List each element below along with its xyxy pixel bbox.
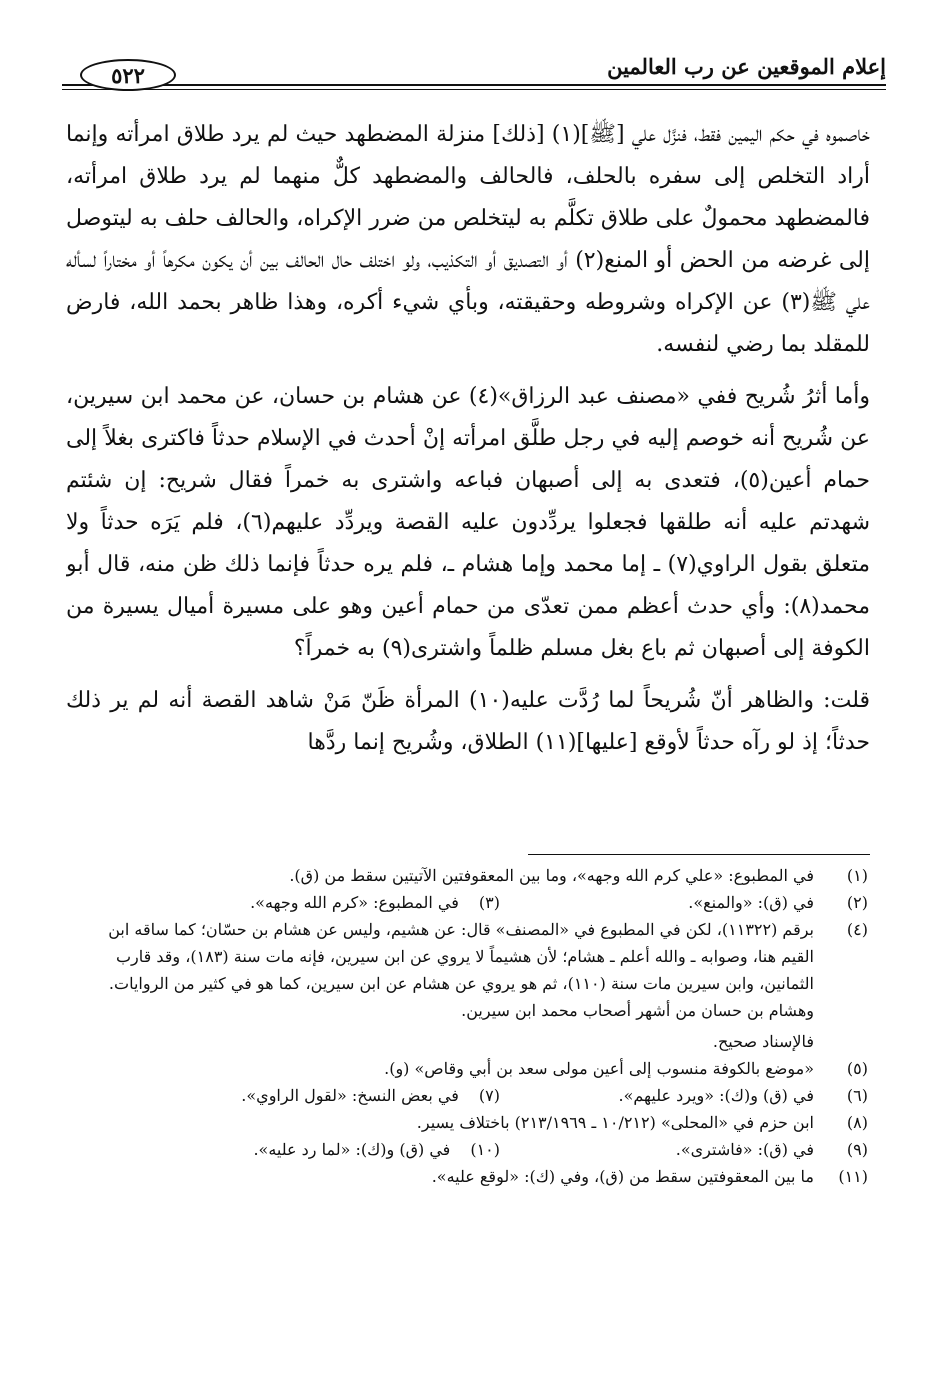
footnote-separator — [528, 854, 870, 855]
footnote-text: في بعض النسخ: «لقول الراوي». — [241, 1086, 459, 1105]
footnote-number: (٦) — [846, 1086, 868, 1105]
footnote-text: في المطبوع: «علي كرم الله وجهه»، وما بين المعقوفتين الآتيتين سقط من (ق). — [289, 866, 814, 885]
footnote-number: (٩) — [846, 1140, 868, 1159]
footnote-number: (٣) — [478, 893, 500, 912]
footnote-8 — [92, 1109, 868, 1136]
paired-footnote — [92, 1082, 500, 1109]
footnote-number: (١١) — [838, 1167, 868, 1186]
main-paragraph: قلت: والظاهر أنّ شُريحاً لما رُدَّت عليه(١٠) المرأة ظَنّ مَنْ شاهد القصة أنه لم ير ذلك حدثاً؛ إذ لو رآه حدثاً لأوقع [عليها](١١) الطلاق، وشُريح إنما ردَّها — [66, 688, 870, 755]
footnote-9-10 — [92, 1136, 868, 1163]
footnote-text: في (ق) و(ك): «ويرد عليهم». — [618, 1086, 814, 1105]
paired-footnote — [92, 889, 500, 916]
footnote-number: (١٠) — [470, 1140, 500, 1159]
footnote-text: في المطبوع: «كرم الله وجهه». — [250, 893, 459, 912]
page-number: ٥٢٢ — [111, 62, 145, 88]
main-paragraph: وأما أثرُ شُريح ففي «مصنف عبد الرزاق»(٤) عن هشام بن حسان، عن محمد ابن سيرين، عن شُريح أنه خوصم إليه في رجل طلَّق امرأته إنْ أحدث في الإسلام حدثاً فاكترى بغلاً إلى حمام أعين(٥)، فتعدى به إلى أصبهان فباعه واشترى به خمراً فقال شريح: إن شئتم شهدتم عليه أنه طلقها فجعلوا يردِّدون عليه القصة ويردِّد عليهم(٦)، فلم يَرَه حدثاً ولا متعلق بقول الراوي(٧) ـ إما محمد وإما هشام ـ، فلم يره حدثاً فإنما ذلك ظن منه، قال أبو محمد(٨): وأي حدث أعظم ممن تعدّى من حمام أعين وهو على مسيرة أميال يسيرة من الكوفة إلى أصبهان ثم باع بغل مسلم ظلماً واشترى(٩) به خمراً؟ — [66, 384, 870, 661]
footnote-1 — [92, 862, 868, 889]
footnote-pair — [92, 889, 814, 916]
footnote-number: (٧) — [478, 1086, 500, 1105]
footnotes — [92, 862, 868, 1322]
footnote-text: ما بين المعقوفتين سقط من (ق)، وفي (ك): «لوقع عليه». — [431, 1167, 814, 1186]
footnote-extra-line: فالإسناد صحيح. — [712, 1032, 814, 1051]
main-paragraph: خاصموه في حكم اليمين فقط، فنزَّل علي [ﷺ](١) [ذلك] منزلة المضطهد حيث لم يرد طلاق امرأته وإنما أراد التخلص إلى سفره بالحلف، فالحالف والمضطهد كلٌّ منهما لم يرد طلاق امرأته، فالمضطهد محمولٌ على طلاق تكلَّم به ليتخلص من ضرر الإكراه، والحالف حلف به ليتوصل إلى غرضه من الحض أو المنع(٢) أو التصديق أو التكذيب، ولو اختلف حال الحالف بين أن يكون مكرهاً أو مختاراً لسأله علي ﷺ(٣) عن الإكراه وشروطه وحقيقته، وبأي شيء أكره، وهذا ظاهر بحمد الله، فارض للمقلد بما رضي لنفسه. — [66, 122, 870, 357]
footnote-pair — [92, 1082, 814, 1109]
page-number-oval — [80, 59, 176, 91]
footnote-pair — [92, 1136, 814, 1163]
footnote-4 — [92, 916, 868, 1024]
book-title: إعلام الموقعين عن رب العالمين — [607, 54, 886, 79]
footnote-number: (٥) — [846, 1059, 868, 1078]
footnote-text: في (ق) و(ك): «لما رد عليه». — [253, 1140, 451, 1159]
footnote-text: ابن حزم في «المحلى» (١٠/٢١٢ ـ ٢١٣/١٩٦٩) باختلاف يسير. — [416, 1113, 814, 1132]
page-header — [62, 48, 886, 102]
footnote-5 — [92, 1055, 868, 1082]
paired-footnote — [92, 1136, 500, 1163]
footnote-text: في (ق): «والمنع». — [688, 893, 814, 912]
footnote-11 — [92, 1163, 868, 1190]
footnote-6-7 — [92, 1082, 868, 1109]
header-rule — [62, 84, 886, 86]
footnote-number: (٢) — [846, 893, 868, 912]
footnote-2-3 — [92, 889, 868, 916]
footnote-text: في (ق): «فاشترى». — [675, 1140, 814, 1159]
main-text — [66, 114, 870, 836]
footnote-text: برقم (١١٣٢٢)، لكن في المطبوع في «المصنف» قال: عن هشيم، وليس عن هشام بن حسّان؛ كما ساقه ابن القيم هنا، وصوابه ـ والله أعلم ـ هشام؛ لأن هشيماً لا يروي عن ابن سيرين، فإنه مات سنة (١٨٣)، وقد قارب الثمانين، وابن سيرين مات سنة (١١٠)، ثم هو يروي عن هشام عن ابن سيرين، كما هو في كثير من الروايات. وهشام بن حسان من أشهر أصحاب محمد ابن سيرين. — [108, 920, 814, 1020]
footnote-number: (٤) — [846, 920, 868, 939]
footnote-number: (١) — [846, 866, 868, 885]
footnote-number: (٨) — [846, 1113, 868, 1132]
header-rule-thin — [62, 89, 886, 90]
footnote-text: «موضع بالكوفة منسوب إلى أعين مولى سعد بن أبي وقاص» (و). — [384, 1059, 814, 1078]
